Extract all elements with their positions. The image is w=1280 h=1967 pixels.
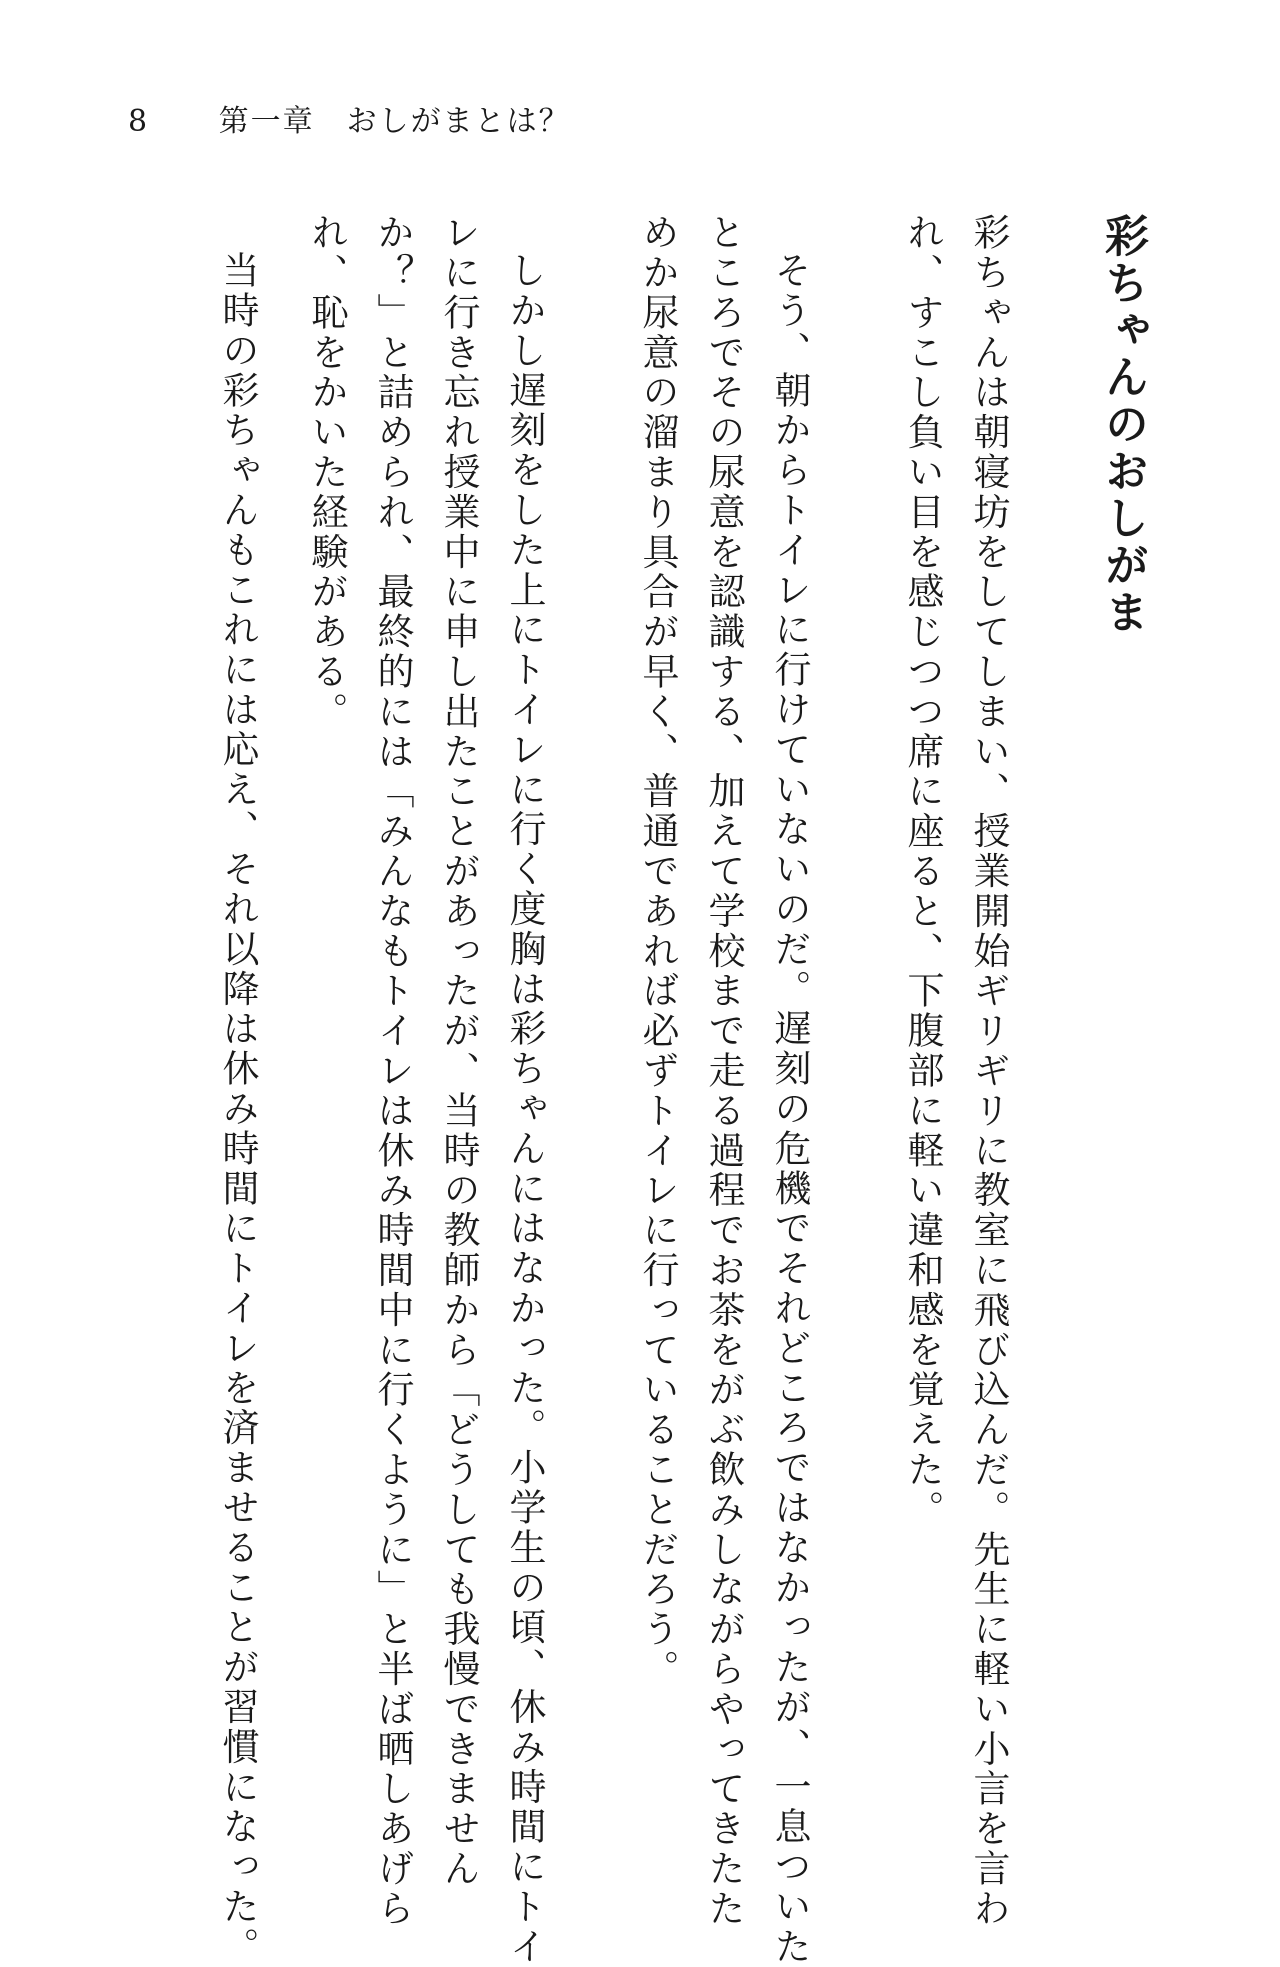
text-line: れ、すこし負い目を感じつつ席に座ると、下腹部に軽い違和感を覚えた。: [901, 213, 944, 1530]
text-line: めか尿意の溜まり具合が早く、普通であれば必ずトイレに行っていることだろう。: [636, 213, 679, 1690]
text-line: れ、恥をかいた経験がある。: [305, 213, 348, 732]
text-line: レに行き忘れ授業中に申し出たことがあったが、当時の教師から「どうしても我慢できません: [437, 213, 480, 1889]
chapter-title: 第一章 おしがまとは？: [218, 104, 571, 139]
text-line: か？」と詰められ、最終的には「みんなもトイレは休み時間中に行くように」と半ば晒しあげら: [371, 213, 414, 1929]
running-head: [128, 96, 571, 140]
text-line: ところでその尿意を認識する、加えて学校まで走る過程でお茶をがぶ飲みしながらやってきたた: [702, 213, 745, 1929]
text-line: そう、朝からトイレに行けていないのだ。遅刻の危機でそれどころではなかったが、一息ついた: [768, 251, 811, 1967]
text-line: 彩ちゃんは朝寝坊をしてしまい、授業開始ギリギリに教室に飛び込んだ。先生に軽い小言を言わ: [967, 213, 1010, 1929]
page-number: 8: [128, 104, 150, 139]
section-heading: 彩ちゃんのおしがま: [1097, 213, 1148, 636]
text-line: しかし遅刻をした上にトイレに行く度胸は彩ちゃんにはなかった。小学生の頃、休み時間にトイ: [503, 251, 546, 1967]
text-line: 当時の彩ちゃんもこれには応え、それ以降は休み時間にトイレを済ませることが習慣になった。: [216, 251, 259, 1967]
